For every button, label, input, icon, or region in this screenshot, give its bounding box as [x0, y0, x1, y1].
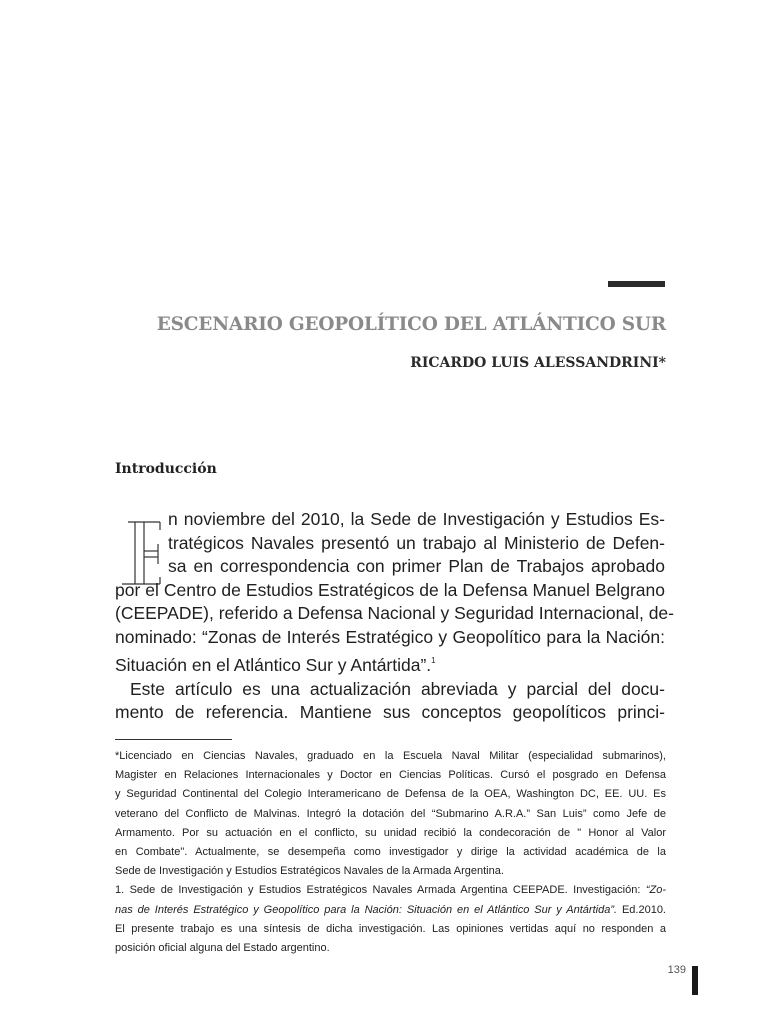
author-note-line: Magister en Relaciones Internacionales y Doctor en Ciencias Políticas. Cursó el posgrado en Defensa [115, 769, 666, 782]
drop-cap-letter: E [118, 519, 119, 520]
footnote-ref-1[interactable]: 1 [431, 656, 436, 665]
section-heading: Introducción [115, 461, 217, 477]
intro-paragraph [115, 508, 674, 725]
intro-line: por el Centro de Estudios Estratégicos de la Defensa Manuel Belgrano [115, 579, 665, 600]
footnote-1-line: nas de Interés Estratégico y Geopolítico para la Nación: Situación en el Atlántico Sur y Antártida”. Ed.2010. [115, 903, 666, 916]
intro-line: tratégicos Navales presentó un trabajo al Ministerio de Defen- [168, 532, 665, 553]
intro-line: sa en correspondencia con primer Plan de Trabajos aprobado [168, 556, 665, 576]
page-marker-bar [692, 966, 698, 995]
article-author: RICARDO LUIS ALESSANDRINI* [410, 355, 666, 371]
author-note-line: *Licenciado en Ciencias Navales, graduado en la Escuela Naval Militar (especialidad submarinos), [115, 750, 666, 762]
footnote-1-line: posición oficial alguna del Estado argentino. [115, 942, 330, 955]
intro-line: (CEEPADE), referido a Defensa Nacional y Seguridad Internacional, de- [115, 603, 674, 623]
author-note-line: Sede de Investigación y Estudios Estratégicos Navales de la Armada Argentina. [115, 865, 504, 878]
footnote-divider [115, 739, 232, 740]
title-rule [608, 281, 665, 287]
footnote-1-line: 1. Sede de Investigación y Estudios Estratégicos Navales Armada Argentina CEEPADE. Investigación: “Zo- [115, 884, 666, 897]
intro-line: n noviembre del 2010, la Sede de Investigación y Estudios Es- [168, 509, 665, 529]
author-note-line: veterano del Conflicto de Malvinas. Integró la dotación del “Submarino A.R.A.” San Luis” como Jefe de [115, 807, 666, 820]
author-note-line: y Seguridad Continental del Colegio Interamericano de Defensa de la OEA, Washington DC, EE. UU. Es [115, 788, 666, 801]
author-note-line: Armamento. Por su actuación en el conflicto, su unidad recibió la condecoración de " Honor al Valor [115, 826, 666, 839]
paragraph2-line: Este artículo es una actualización abreviada y parcial del docu- [130, 678, 665, 699]
author-note-line: en Combate". Actualmente, se desempeña como investigador y dirige la actividad académica de la [115, 846, 666, 859]
article-title: ESCENARIO GEOPOLÍTICO DEL ATLÁNTICO SUR [156, 314, 666, 335]
intro-line-last: Situación en el Atlántico Sur y Antártida”.$^1$ [115, 655, 436, 675]
footnotes [115, 747, 666, 958]
footnote-1-line: El presente trabajo es una síntesis de dicha investigación. Las opiniones vertidas aquí no responden a [115, 922, 666, 935]
page-number: 139 [667, 964, 686, 976]
paragraph2-line: mento de referencia. Mantiene sus conceptos geopolíticos princi- [115, 702, 665, 722]
intro-line: nominado: “Zonas de Interés Estratégico y Geopolítico para la Nación: [115, 626, 665, 647]
